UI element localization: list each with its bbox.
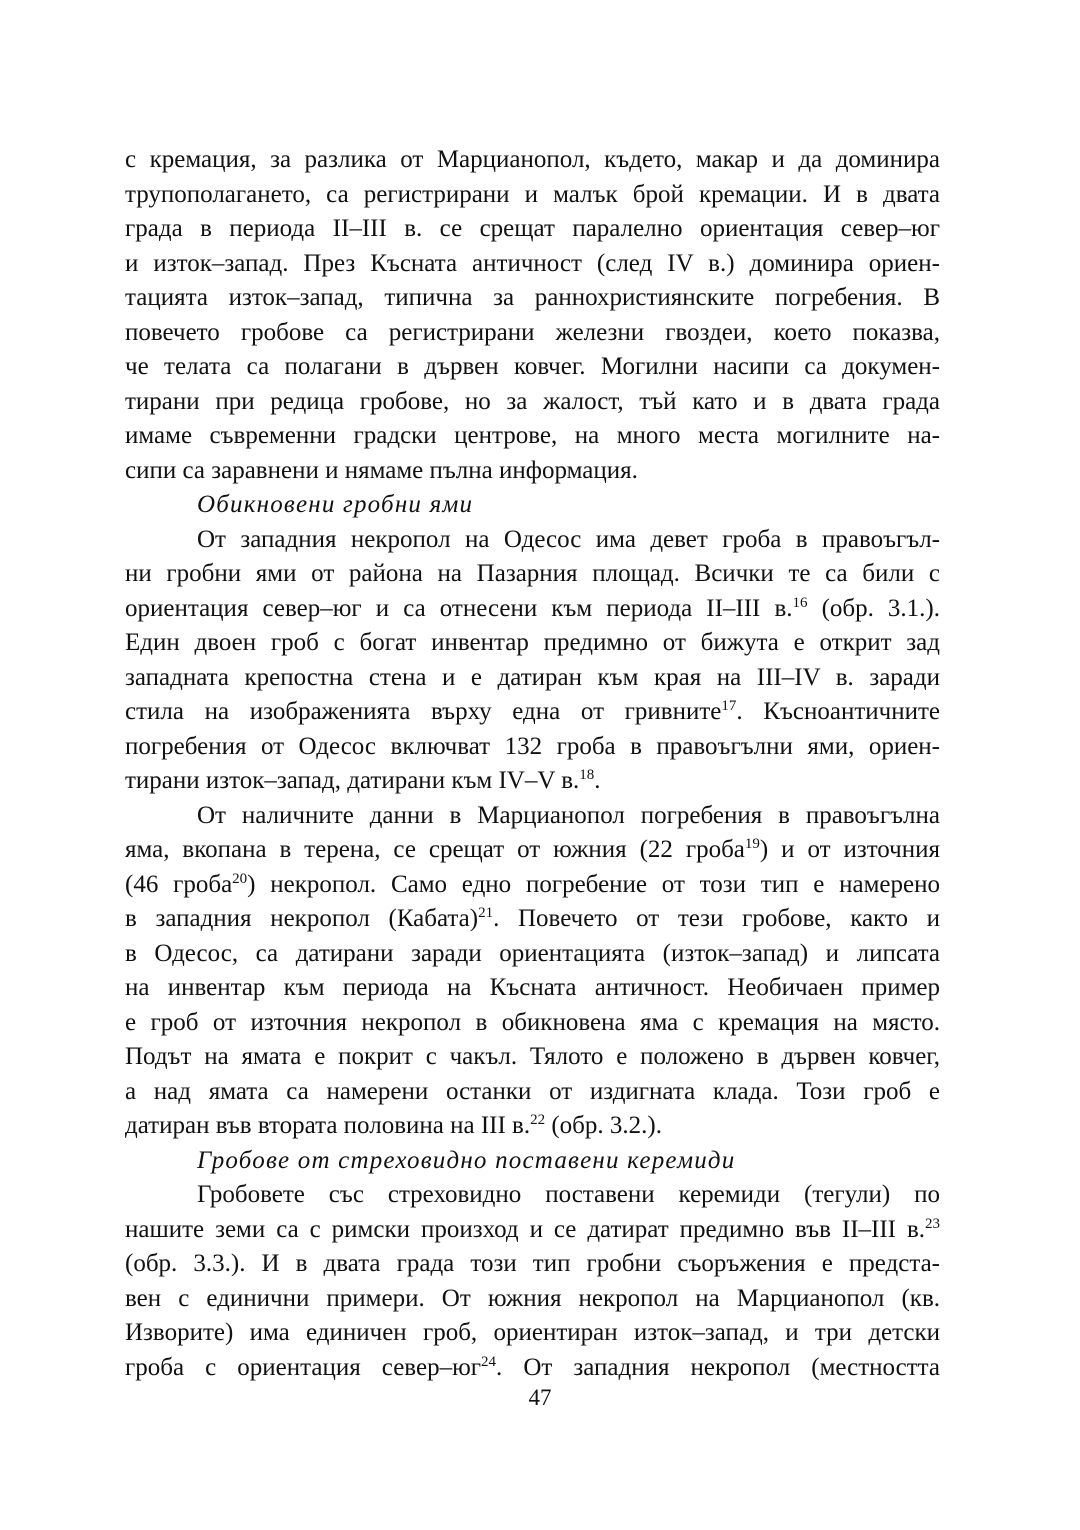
text-line [125, 1351, 940, 1386]
text-line: с кремация, за разлика от Марцианопол, където, макар и да доминира [125, 146, 940, 173]
text-line [125, 868, 940, 903]
text-line: на инвентар към периода на Късната античност. Необичаен пример [125, 974, 940, 1001]
text-segment: ) некропол. Само едно погребение от този тип е намерено [247, 870, 940, 898]
text-line: западната крепостна стена и е датиран към края на III–IV в. заради [125, 663, 940, 691]
text-segment: . [594, 767, 601, 794]
text-line [125, 764, 940, 799]
text-line [125, 1109, 940, 1144]
text-line: сипи са заравнени и нямаме пълна информация. [125, 456, 638, 484]
text-segment: (обр. 3.1.). [807, 594, 941, 622]
text-segment: нашите земи са с римски произход и се датират предимно във II–III в. [125, 1215, 925, 1243]
text-segment: (46 гроба [125, 870, 233, 898]
text-line [125, 592, 940, 627]
text-segment: . Повечето от тези гробове, както и [493, 905, 940, 932]
text-line: От западния некропол на Одесос има девет гроба в правоъгъл- [197, 525, 940, 553]
footnote-ref: 22 [530, 1112, 546, 1128]
text-line: ни гробни ями от района на Пазарния площад. Всички те са били с [125, 560, 940, 587]
text-segment: гроба с ориентация север–юг [125, 1353, 481, 1381]
text-line: тирани при редица гробове, но за жалост, тъй като и в двата града [125, 387, 940, 415]
text-line: погребения от Одесос включват 132 гроба в правоъгълни ями, ориен- [125, 732, 940, 760]
text-line [125, 902, 940, 937]
text-line: че телата са полагани в дървен ковчег. Могилни насипи са докумен- [125, 353, 940, 380]
text-segment: в западния некропол (Кабата) [125, 905, 479, 932]
paragraph-1 [125, 143, 940, 488]
text-line: Подът на ямата е покрит с чакъл. Тялото е положено в дървен ковчег, [125, 1043, 940, 1070]
paragraph-4 [125, 1178, 940, 1385]
text-line: Гробовете със стреховидно поставени керемиди (тегули) по [197, 1181, 940, 1208]
text-segment: ориентация север–юг и са отнесени към периода II–III в. [125, 594, 793, 622]
text-segment: ) и от източния [759, 836, 940, 863]
text-line: а над ямата са намерени останки от издигната клада. Този гроб е [125, 1077, 940, 1105]
text-segment: датиран във втората половина на III в. [125, 1112, 531, 1139]
text-segment: стила на изображенията върху една от гривните [125, 698, 722, 725]
text-line: Изворите) има единичен гроб, ориентиран изток–запад, и три детски [125, 1319, 940, 1346]
text-line: трупополагането, са регистрирани и малък брой кремации. И в двата [125, 180, 940, 208]
text-line: е гроб от източния некропол в обикновена яма с кремация на място. [125, 1008, 940, 1036]
text-segment: . Късноантичните [736, 698, 940, 725]
text-line: (обр. 3.3.). И в двата града този тип гробни съоръжения е предста- [125, 1250, 940, 1277]
paragraph-2 [125, 523, 940, 799]
text-line: Един двоен гроб с богат инвентар предимно от бижута е открит зад [125, 629, 940, 656]
footnote-ref: 17 [721, 698, 737, 714]
text-line: и изток–запад. През Късната античност (след IV в.) доминира ориен- [125, 249, 940, 277]
paragraph-3 [125, 799, 940, 1144]
text-segment: яма, вкопана в терена, се срещат от южния (22 гроба [125, 836, 745, 863]
footnote-ref: 23 [925, 1215, 940, 1232]
text-line: повечето гробове са регистрирани железни гвоздеи, което показва, [125, 318, 940, 346]
text-line: вен с единични примери. От южния некропол на Марцианопол (кв. [125, 1284, 940, 1312]
text-line: имаме съвременни градски центрове, на много места могилните на- [125, 422, 940, 449]
text-segment: (обр. 3.2.). [545, 1112, 662, 1139]
page-number: 47 [528, 1385, 552, 1410]
text-segment: тирани изток–запад, датирани към IV–V в. [125, 767, 580, 794]
footnote-ref: 21 [478, 905, 494, 921]
text-line [125, 695, 940, 730]
section-heading: Гробове от стреховидно поставени керемиди [197, 1146, 736, 1174]
footnote-ref: 18 [579, 767, 595, 783]
footnote-ref: 16 [792, 594, 808, 611]
text-line [125, 1213, 940, 1248]
text-line [125, 833, 940, 868]
text-line: града в периода II–III в. се срещат паралелно ориентация север–юг [125, 215, 940, 242]
footnote-ref: 19 [744, 836, 760, 852]
text-line: От наличните данни в Марцианопол погребения в правоъгълна [197, 801, 940, 829]
text-segment: . От западния некропол (местността [496, 1353, 940, 1381]
footnote-ref: 20 [232, 870, 248, 887]
page-body [125, 143, 940, 1385]
section-heading: Обикновени гробни ями [197, 491, 474, 518]
footnote-ref: 24 [481, 1353, 496, 1370]
text-line: в Одесос, са датирани заради ориентацията (изток–запад) и липсата [125, 939, 940, 967]
text-line: тацията изток–запад, типична за раннохристиянските погребения. В [125, 284, 940, 311]
